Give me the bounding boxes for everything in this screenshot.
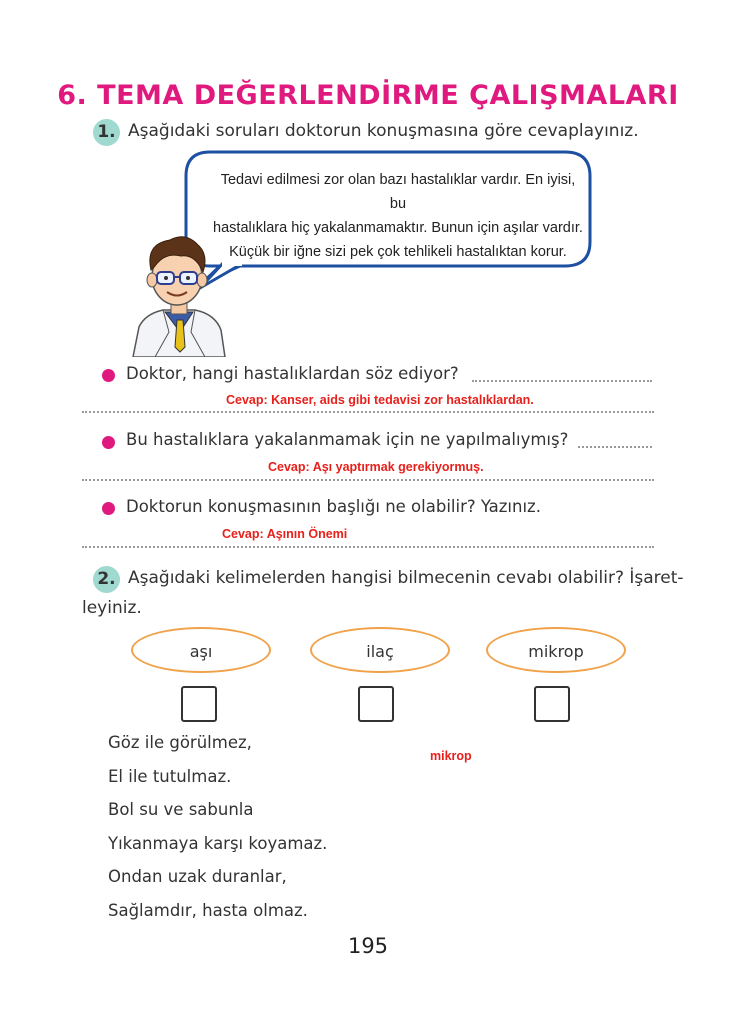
option-asi: aşı bbox=[131, 627, 271, 673]
checkbox-mikrop[interactable] bbox=[534, 686, 570, 722]
speech-line: Küçük bir iğne sizi pek çok tehlikeli hastalıktan korur. bbox=[229, 244, 567, 260]
question-2-text-line2: leyiniz. bbox=[82, 598, 142, 618]
bullet-dot bbox=[102, 502, 115, 515]
riddle-answer: mikrop bbox=[430, 749, 472, 763]
answer-1c: Cevap: Aşının Önemi bbox=[222, 527, 348, 541]
question-1a-text: Doktor, hangi hastalıklardan söz ediyor? bbox=[126, 364, 459, 383]
riddle-line: Bol su ve sabunla bbox=[108, 800, 254, 819]
riddle-line: El ile tutulmaz. bbox=[108, 766, 232, 786]
checkbox-ilac[interactable] bbox=[358, 686, 394, 722]
answer-line bbox=[82, 479, 654, 481]
answer-1a: Cevap: Kanser, aids gibi tedavisi zor hastalıklardan. bbox=[226, 393, 534, 407]
option-ilac: ilaç bbox=[310, 627, 450, 673]
question-1b-text: Bu hastalıklara yakalanmamak için ne yapılmalıymış? bbox=[126, 430, 569, 449]
riddle-line: Yıkanmaya karşı koyamaz. bbox=[108, 833, 328, 853]
riddle-line: Sağlamdır, hasta olmaz. bbox=[108, 900, 308, 920]
riddle-line: Ondan uzak duranlar, bbox=[108, 867, 287, 886]
question-1c-text: Doktorun konuşmasının başlığı ne olabilir? Yazınız. bbox=[126, 497, 541, 516]
answer-line bbox=[82, 546, 654, 548]
speech-line: hastalıklara hiç yakalanmamaktır. Bunun için aşılar vardır. bbox=[213, 220, 583, 236]
question-1-number: 1. bbox=[93, 119, 120, 146]
bullet-dot bbox=[102, 369, 115, 382]
speech-text bbox=[213, 168, 583, 264]
question-1-text: Aşağıdaki soruları doktorun konuşmasına göre cevaplayınız. bbox=[128, 121, 639, 141]
page-number: 195 bbox=[347, 934, 389, 958]
question-2-text-line1: Aşağıdaki kelimelerden hangisi bilmecenin cevabı olabilir? İşaret- bbox=[128, 568, 684, 588]
answer-1b: Cevap: Aşı yaptırmak gerekiyormuş. bbox=[268, 460, 484, 474]
riddle-line: Göz ile görülmez, bbox=[108, 733, 252, 752]
checkbox-asi[interactable] bbox=[181, 686, 217, 722]
option-mikrop: mikrop bbox=[486, 627, 626, 673]
riddle-poem bbox=[108, 726, 327, 927]
answer-line bbox=[578, 446, 652, 448]
doctor-illustration bbox=[125, 232, 230, 357]
answer-line bbox=[472, 380, 652, 382]
answer-line bbox=[82, 411, 654, 413]
speech-line: Tedavi edilmesi zor olan bazı hastalıklar vardır. En iyisi, bu bbox=[220, 172, 576, 212]
page-title: 6. TEMA DEĞERLENDİRME ÇALIŞMALARI bbox=[57, 80, 679, 111]
question-2-number: 2. bbox=[93, 566, 120, 593]
bullet-dot bbox=[102, 436, 115, 449]
